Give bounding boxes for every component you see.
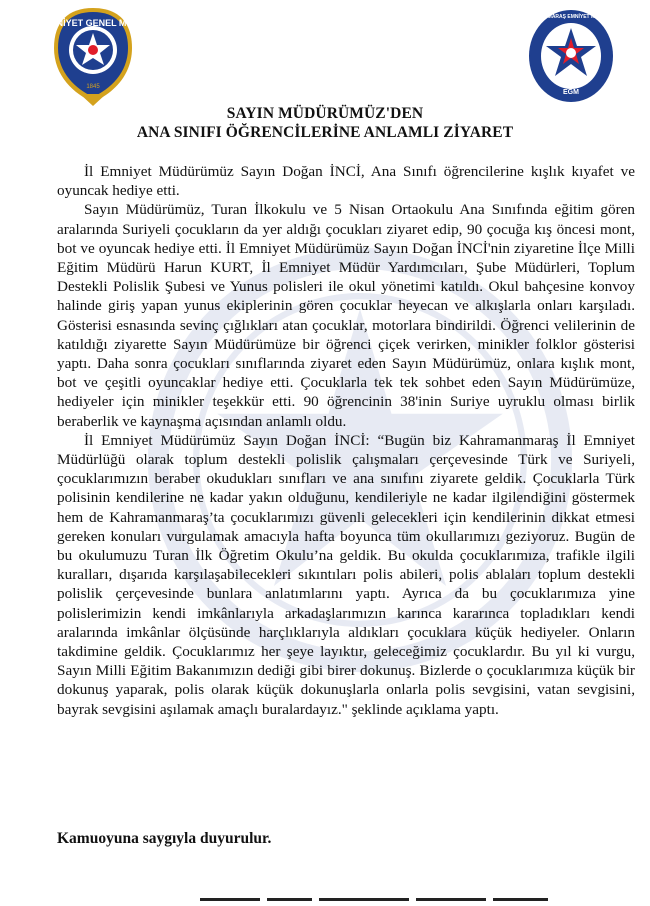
press-release-body (57, 162, 635, 719)
document-title (0, 104, 650, 142)
paragraph-2: Sayın Müdürümüz, Turan İlkokulu ve 5 Nisan Ortaokulu Ana Sınıfında eğitim gören aralarında Suriyeli çocukların da yer aldığı çocukları ziyaret edip, 90 çocuğa kış öncesi mont, bot ve oyuncak hediye etti. İl Emniyet Müdürümüz Sayın Doğan İNCİ'nin ziyaretine İlçe Milli Eğitim Müdürü Harun KURT, İl Emniyet Müdür Yardımcıları, Şube Müdürleri, Toplum Destekli Polislik Şubesi ve Yunus polisleri ile okul yönetimi katıldı. Okul bahçesine konvoy halinde giriş yapan yunus ekiplerinin gören çocuklar heyecan ve alkışlarla onları karşıladı. Gösterisi esnasında sevinç çığlıkları atan çocuklar, motorlara bindirildi. Öğrenci velilerinin de katıldığı ziyarette Sayın Müdürümüze bir öğrenci çiçek verirken, minikler folklor gösterisi yaptı. Daha sonra çocukları sınıflarında ziyaret eden Sayın Müdürümüz, onlara kışlık mont, bot ve çeşitli oyuncaklar hediye etti. Çocuklarla tek tek sohbet eden Sayın Müdürümüze, hediyeler için minikler teşekkür etti. 90 öğrencinin 38'inin Suriye uyruklu olması birlik beraberlik ve kaynaşma açısından anlamlı oldu. (57, 201, 635, 430)
paragraph-1: İl Emniyet Müdürümüz Sayın Doğan İNCİ, Ana Sınıfı öğrencilerine kışlık kıyafet ve oyuncak hediye etti. (57, 163, 635, 200)
polis-emblem-icon (8, 4, 178, 108)
polis-logo-year: 1845 (86, 84, 100, 90)
title-line-1: SAYIN MÜDÜRÜMÜZ'DEN (226, 105, 424, 122)
polis-logo-text: POLİS · EMNİYET GENEL MÜDÜRLÜĞÜ (8, 18, 178, 28)
kahramanmaras-emniyet-emblem-icon (518, 6, 624, 106)
cutoff-text-line (200, 888, 620, 898)
closing-line: Kamuoyuna saygıyla duyurulur. (57, 830, 272, 847)
egm-badge-text: EGM (563, 89, 579, 96)
paragraph-3: İl Emniyet Müdürümüz Sayın Doğan İNCİ: “Bugün biz Kahramanmaraş İl Emniyet Müdürlüğü olarak toplum destekli polislik çalışmaları çerçevesinde Türk ve Suriyeli, çocuklarımızın beraber okudukları sınıfları ve ana sınıfını ziyarete geldik. Çocuklarla Türk polisinin kendilerine ne kadar yakın olduğunu, kendileriyle ne kadar ilgilendiğini göstermek hem de Kahramanmaraş’ta çocuklarımızı güvenli gelecekleri için kendilerinin dikkat etmesi gereken konuları vurgulamak amacıyla hafta boyunca tüm okullarımızı geziyoruz. Bugün de bu okulumuzu Turan İlk Öğretim Okulu’na geldik. Bu okulda çocuklarımıza, trafikle ilgili kuralları, dışarıda karşılaşabilecekleri sıkıntıları polis abileri, polis ablaları toplum destekli polislik çerçevesinde bunlara anlatımlarını yaptı. Ayrıca da bu çocuklarımıza yine polislerimizin kendi imkânlarıyla arkadaşlarımızın karınca kararınca topladıkları kendi aralarında imkânlar ölçüsünde harçlıklarıyla aldıkları çocuklara küçük hediyeler. Onların takdimine geldik. Çocuklarımız her şeye layıktır, geleceğimiz çocuklardır. Bu yıl ki vurgu, Sayın Milli Eğitim Bakanımızın dediği gibi birer dokunuş. Bizlerde o çocuklarımıza küçük bir dokunuş yaparak, polis olarak küçük dokunuşlarla onlarla polis sevgisini, vatan sevgisini, bayrak sevgisini aşılamak amaçlı buralardayız." şeklinde açıklama yaptı. (57, 431, 635, 718)
kahramanmaras-logo-text: KAHRAMANMARAŞ EMNİYET MÜDÜRLÜĞÜ (518, 14, 624, 20)
title-line-2: ANA SINIFI ÖĞRENCİLERİNE ANLAMLI ZİYARET (136, 124, 514, 141)
